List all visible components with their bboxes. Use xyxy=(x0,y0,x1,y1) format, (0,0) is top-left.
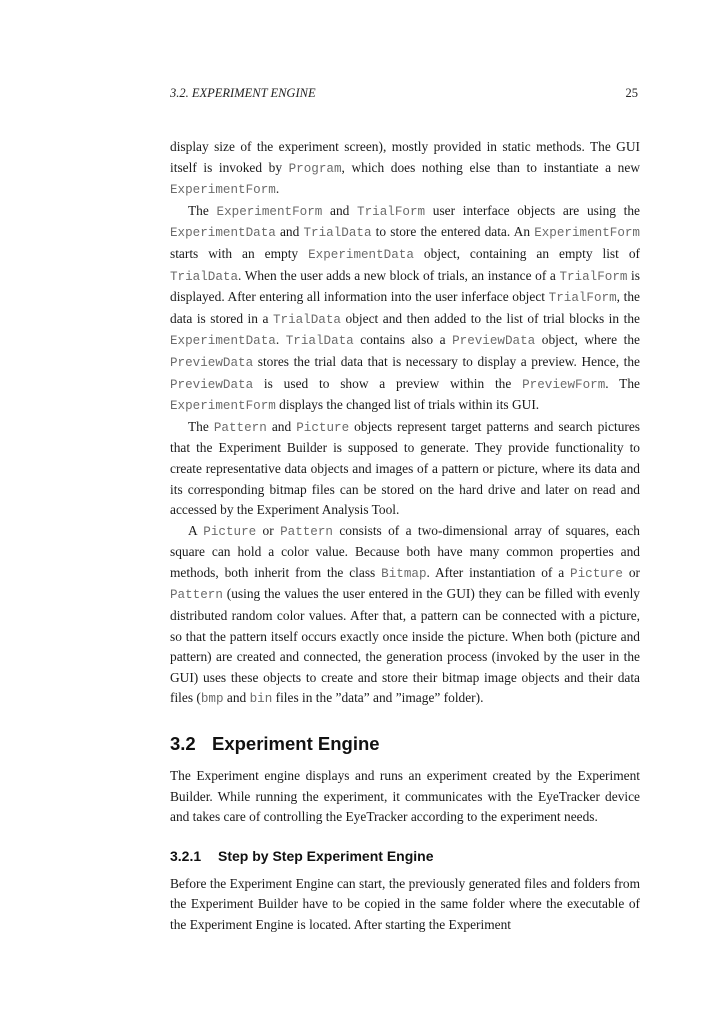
text: The xyxy=(188,202,217,218)
code-term: PreviewData xyxy=(170,377,254,392)
text: consists of a two-dimensional array of squares, each square can hold a color value. Because both have many common properties and methods, both inherit from the class xyxy=(170,522,641,580)
text: (using the values the user entered in the GUI) they can be filled with evenly distributed random color values. After that, a pattern can be connected with a picture, so that the pattern itself occurs exactly once inside the picture. When both (picture and pattern) are created and connected, the generation process (invoked by the user in the GUI) uses these objects to create and store their bitmap image objects and their data files ( xyxy=(170,586,640,706)
text: . After instantiation of a xyxy=(426,564,571,580)
code-term: ExperimentForm xyxy=(170,399,276,414)
text: starts with an empty xyxy=(170,245,309,261)
text: is used to show a preview within the xyxy=(253,375,523,391)
code-term: Bitmap xyxy=(381,566,427,581)
subsection-number: 3.2.1 xyxy=(170,847,202,864)
code-term: Picture xyxy=(570,566,623,581)
text: , which does nothing else than to instantiate a new xyxy=(341,159,640,175)
code-term: Program xyxy=(288,161,342,176)
running-header-title: 3.2. EXPERIMENT ENGINE xyxy=(170,86,316,100)
text: is displayed. After entering all information into the user inferface object xyxy=(170,267,640,305)
paragraph-5: The Experiment engine displays and runs an experiment created by the Experiment Builder. While running the experiment, it communicates with the EyeTracker device and takes care of controlling the EyeTracker according to the experiment needs. xyxy=(170,768,640,825)
text: or xyxy=(256,522,281,538)
paragraph-6: Before the Experiment Engine can start, the previously generated files and folders from the Experiment Builder have to be copied in the same folder where the executable of the Experiment Engine is located. After starting the Experiment xyxy=(170,875,640,932)
code-term: Pattern xyxy=(213,420,267,435)
text: to store the entered data. An xyxy=(371,224,535,240)
text: contains also a xyxy=(353,332,453,348)
code-term: ExperimentData xyxy=(170,334,276,349)
text: objects represent target patterns and search pictures that the Experiment Builder is supposed to generate. They provide functionality to create representative data objects and images of a pattern or picture, where its data and its corresponding bitmap files can be stored on the hard drive and later on read and accessed by the Experiment Analysis Tool. xyxy=(170,418,641,518)
paragraph-4 xyxy=(170,521,640,710)
running-header xyxy=(170,86,638,104)
text: object and then added to the list of trial blocks in the xyxy=(340,310,640,326)
text: user interface objects are using the xyxy=(425,202,641,218)
text: display size of the experiment screen), mostly provided in static methods. The GUI itself is invoked by xyxy=(170,139,640,175)
text: The xyxy=(188,418,214,434)
code-term: ExperimentForm xyxy=(534,226,640,241)
text: . xyxy=(275,332,286,348)
text: displays the changed list of trials within its GUI. xyxy=(275,397,540,413)
code-term: TrialData xyxy=(285,334,354,349)
code-term: Picture xyxy=(203,524,257,539)
code-term: ExperimentForm xyxy=(170,183,276,198)
text: and xyxy=(275,224,304,240)
code-term: bin xyxy=(249,692,273,707)
code-term: PreviewForm xyxy=(522,377,606,392)
section-heading xyxy=(170,732,640,756)
text: and xyxy=(223,690,250,706)
code-term: TrialData xyxy=(272,312,341,327)
text: and xyxy=(322,202,358,218)
code-term: TrialData xyxy=(303,226,372,241)
text: and xyxy=(266,418,297,434)
code-term: TrialData xyxy=(170,269,239,284)
code-term: ExperimentData xyxy=(308,247,414,262)
text: or xyxy=(622,564,640,580)
code-term: ExperimentForm xyxy=(216,204,323,219)
paragraph-2 xyxy=(170,201,640,417)
text: object, where the xyxy=(535,332,640,348)
paragraph-1 xyxy=(170,137,640,201)
code-term: TrialForm xyxy=(357,204,426,219)
text: . When the user adds a new block of trials, an instance of a xyxy=(238,267,560,283)
code-term: TrialForm xyxy=(559,269,628,284)
text: files in the ”data” and ”image” folder). xyxy=(272,690,484,706)
code-term: ExperimentData xyxy=(170,226,276,241)
text: object, containing an empty list of xyxy=(413,245,640,261)
subsection-heading xyxy=(170,846,640,866)
code-term: Pattern xyxy=(170,588,223,603)
code-term: TrialForm xyxy=(548,291,617,306)
subsection-title: Step by Step Experiment Engine xyxy=(218,847,434,864)
text: A xyxy=(188,522,204,538)
text: stores the trial data that is necessary to display a preview. Hence, the xyxy=(253,353,640,369)
text: . The xyxy=(605,375,640,391)
code-term: Pattern xyxy=(280,524,333,539)
page-number: 25 xyxy=(625,86,638,100)
code-term: PreviewData xyxy=(170,355,254,370)
code-term: Picture xyxy=(296,420,350,435)
text: , the data is stored in a xyxy=(170,289,640,326)
paragraph-3 xyxy=(170,417,640,521)
code-term: bmp xyxy=(200,692,224,707)
section-title: Experiment Engine xyxy=(212,733,380,755)
body-text xyxy=(170,137,640,936)
code-term: PreviewData xyxy=(452,334,536,349)
section-number: 3.2 xyxy=(170,733,196,755)
text: . xyxy=(275,181,280,197)
